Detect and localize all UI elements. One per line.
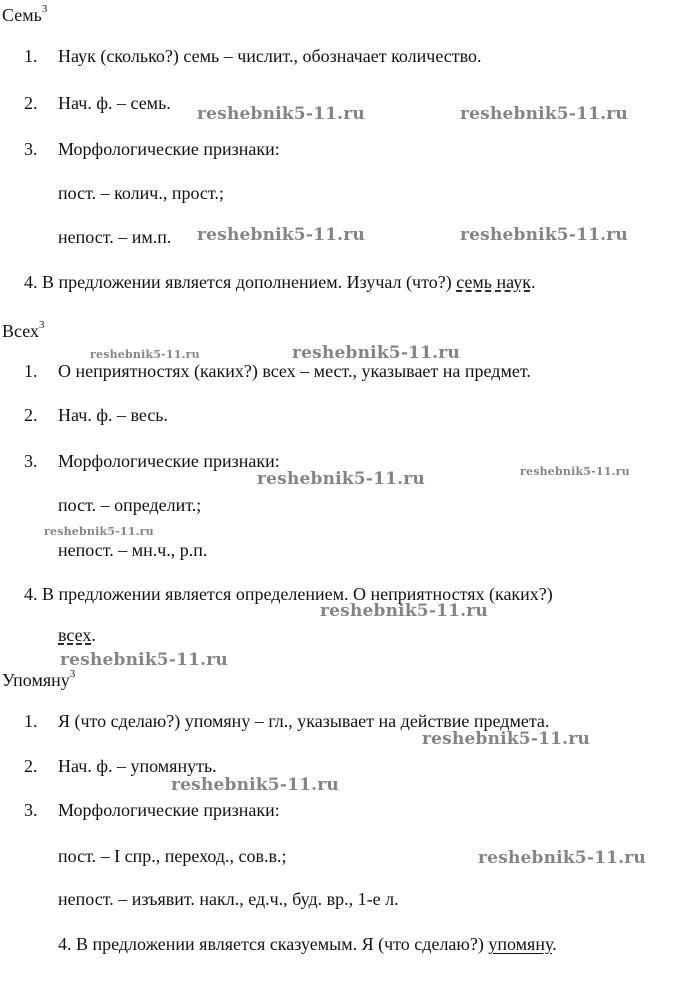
section-heading: Семь$^3$ bbox=[2, 3, 48, 25]
section-heading: Упомяну$^3$ bbox=[2, 668, 76, 690]
watermark: reshebnik5-11.ru bbox=[460, 104, 628, 124]
watermark: reshebnik5-11.ru bbox=[90, 348, 200, 361]
permanent-features: пост. – I спр., переход., сов.в.; bbox=[58, 846, 287, 866]
syntax-role: 4. В предложении является определением. О неприятностях (каких?) bbox=[24, 584, 553, 604]
watermark: reshebnik5-11.ru bbox=[292, 343, 460, 363]
item-text: Я (что сделаю?) упомяну – гл., указывает на действие предмета. bbox=[58, 711, 550, 731]
watermark: reshebnik5-11.ru bbox=[257, 469, 425, 489]
item-number: 2. bbox=[24, 405, 38, 425]
syntax-role: 4. В предложении является дополнением. Изучал (что?) семь наук. bbox=[24, 272, 536, 292]
item-text: Нач. ф. – семь. bbox=[58, 93, 171, 113]
watermark: reshebnik5-11.ru bbox=[60, 650, 228, 670]
watermark: reshebnik5-11.ru bbox=[171, 775, 339, 795]
watermark: reshebnik5-11.ru bbox=[44, 525, 154, 538]
item-number: 1. bbox=[24, 46, 38, 66]
watermark: reshebnik5-11.ru bbox=[197, 225, 365, 245]
underlined-phrase: упомяну bbox=[488, 934, 553, 954]
permanent-features: пост. – определит.; bbox=[58, 495, 202, 515]
watermark: reshebnik5-11.ru bbox=[422, 729, 590, 749]
item-text: Нач. ф. – упомянуть. bbox=[58, 756, 217, 776]
item-number: 1. bbox=[24, 361, 38, 381]
watermark: reshebnik5-11.ru bbox=[520, 465, 630, 478]
item-text: Морфологические признаки: bbox=[58, 139, 280, 159]
nonpermanent-features: непост. – изъявит. накл., ед.ч., буд. вр., 1-е л. bbox=[58, 889, 399, 909]
item-number: 3. bbox=[24, 451, 38, 471]
section-heading: Всех$^3$ bbox=[2, 319, 45, 341]
underlined-phrase: всех bbox=[58, 625, 92, 645]
item-text: О неприятностях (каких?) всех – мест., указывает на предмет. bbox=[58, 361, 531, 381]
watermark: reshebnik5-11.ru bbox=[197, 104, 365, 124]
item-number: 1. bbox=[24, 711, 38, 731]
item-text: Морфологические признаки: bbox=[58, 451, 280, 471]
item-text: Наук (сколько?) семь – числит., обозначает количество. bbox=[58, 46, 482, 66]
underlined-phrase: семь наук bbox=[456, 272, 531, 292]
item-number: 2. bbox=[24, 93, 38, 113]
watermark: reshebnik5-11.ru bbox=[320, 601, 488, 621]
item-number: 3. bbox=[24, 800, 38, 820]
item-number: 2. bbox=[24, 756, 38, 776]
watermark: reshebnik5-11.ru bbox=[478, 848, 646, 868]
item-text: Морфологические признаки: bbox=[58, 800, 280, 820]
item-number: 3. bbox=[24, 139, 38, 159]
watermark: reshebnik5-11.ru bbox=[460, 225, 628, 245]
permanent-features: пост. – колич., прост.; bbox=[58, 183, 224, 203]
syntax-role-continued: всех. bbox=[58, 625, 96, 645]
nonpermanent-features: непост. – мн.ч., р.п. bbox=[58, 540, 208, 560]
syntax-role: 4. В предложении является сказуемым. Я (что сделаю?) упомяну. bbox=[58, 934, 557, 954]
nonpermanent-features: непост. – им.п. bbox=[58, 227, 172, 247]
item-text: Нач. ф. – весь. bbox=[58, 405, 169, 425]
